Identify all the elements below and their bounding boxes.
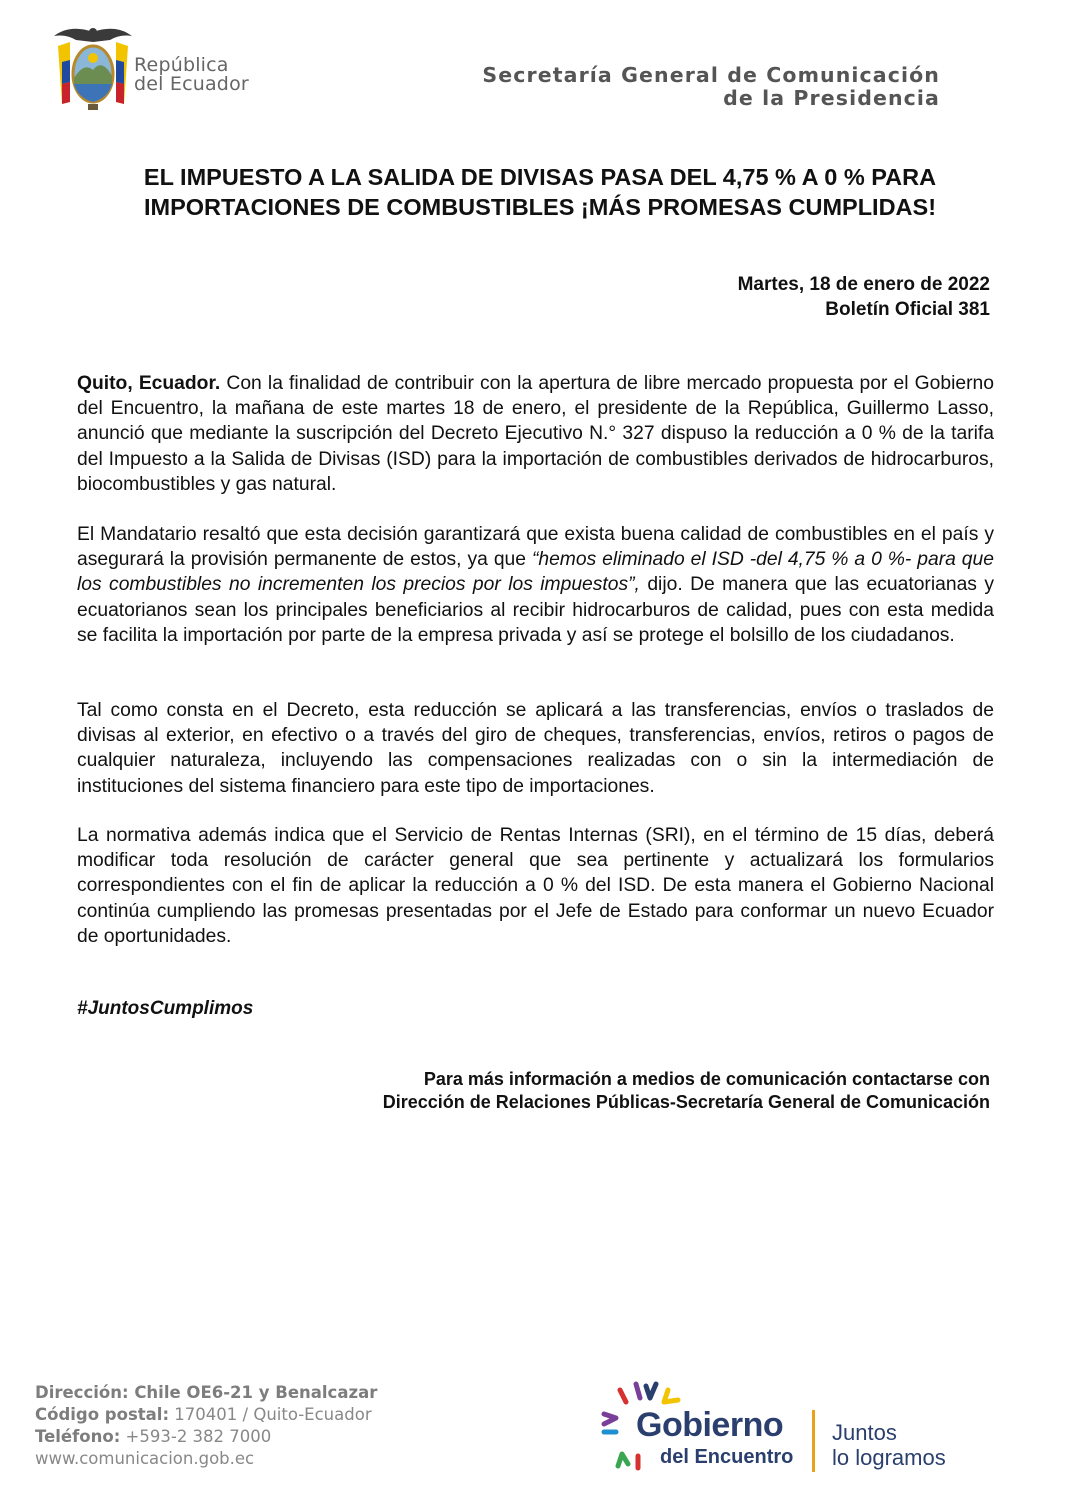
republic-line1: República (134, 54, 229, 76)
secretariat-line2: de la Presidencia (723, 86, 940, 110)
secretariat-title (482, 64, 940, 110)
slogan-line2: lo logramos (832, 1445, 946, 1470)
bulletin-number: Boletín Oficial 381 (825, 299, 990, 320)
paragraph-3: Tal como consta en el Decreto, esta reducción se aplicará a las transferencias, envíos o traslados de divisas al exterior, en efectivo o a través del giro de cheques, transferencias, envíos, retiros o pagos de cualquier naturaleza, incluyendo las compensaciones realizadas con o sin la intermediación de instituciones del sistema financiero para este tipo de importaciones. (77, 700, 994, 797)
paragraph-1 (77, 371, 994, 497)
dateline (738, 272, 990, 322)
paragraph-2-end: dijo. De manera que las ecuatorianas y ecuatorianos sean los principales beneficiarios al recibir hidrocarburos de calidad, pues con esta medida se facilita la importación por parte de la empresa privada y así se protege el bolsillo de los ciudadanos. (77, 574, 994, 646)
phone-label: Teléfono: (35, 1427, 121, 1446)
release-date: Martes, 18 de enero de 2022 (737, 274, 990, 295)
paragraph-1-text: Con la finalidad de contribuir con la apertura de libre mercado propuesta por el Gobierno del Encuentro, la mañana de este martes 18 de enero, el presidente de la República, Guillermo Lasso, anunció que mediante la suscripción del Decreto Ejecutivo N.° 327 dispuso la reducción a 0 % de la tarifa del Impuesto a la Salida de Divisas (ISD) para la importación de combustibles derivados de hidrocarburos, biocombustibles y gas natural. (77, 373, 995, 495)
address-line (35, 1382, 377, 1404)
contact-line2: Dirección de Relaciones Públicas-Secretaría General de Comunicación (382, 1091, 990, 1112)
phone-value: +593-2 382 7000 (120, 1427, 272, 1446)
media-contact-note (383, 1068, 990, 1113)
paragraph-2 (77, 522, 994, 648)
footer-address-block (35, 1382, 377, 1470)
secretariat-line1: Secretaría General de Comunicación (482, 63, 940, 87)
postal-line (35, 1404, 377, 1426)
postal-label: Código postal: (35, 1405, 170, 1424)
address-value: Chile OE6-21 y Benalcazar (128, 1383, 378, 1402)
republic-line2: del Ecuador (134, 73, 249, 95)
phone-line (35, 1426, 377, 1448)
paragraph-lead: Quito, Ecuador. (77, 373, 221, 394)
gobierno-subtitle: del Encuentro (660, 1446, 794, 1468)
postal-value: 170401 / Quito-Ecuador (169, 1405, 372, 1424)
website-link[interactable]: www.comunicacion.gob.ec (35, 1449, 255, 1468)
logo-divider (812, 1410, 815, 1472)
address-label: Dirección: (35, 1383, 129, 1402)
contact-line1: Para más información a medios de comunicación contactarse con (423, 1069, 990, 1089)
paragraph-4: La normativa además indica que el Servicio de Rentas Internas (SRI), en el término de 15 días, deberá modificar toda resolución de carácter general que sea pertinente y actualizará los formularios correspondientes con el fin de aplicar la reducción a 0 % del ISD. De esta manera el Gobierno Nacional continúa cumpliendo las promesas presentadas por el Jefe de Estado para conformar un nuevo Ecuador de oportunidades. (77, 825, 994, 947)
press-release-headline (60, 162, 1020, 222)
juntos-slogan (832, 1420, 946, 1470)
president-quote: “hemos eliminado el ISD -del 4,75 % a 0 %- para que los combustibles no incrementen los precios por los impuestos”, (77, 549, 994, 596)
hashtag: #JuntosCumplimos (77, 998, 254, 1019)
gobierno-wordmark: Gobierno (636, 1406, 784, 1444)
headline-line1: EL IMPUESTO A LA SALIDA DE DIVISAS PASA DEL 4,75 % A 0 % PARA (143, 164, 937, 190)
ecuador-coat-of-arms-icon (50, 22, 136, 114)
republic-wordmark (134, 56, 249, 94)
headline-line2: IMPORTACIONES DE COMBUSTIBLES ¡MÁS PROMESAS CUMPLIDAS! (143, 194, 937, 220)
slogan-line1: Juntos (832, 1420, 897, 1445)
paragraph-2-start: El Mandatario resaltó que esta decisión garantizará que exista buena calidad de combustibles en el país y asegurará la provisión permanente de estos, ya que (77, 524, 994, 571)
